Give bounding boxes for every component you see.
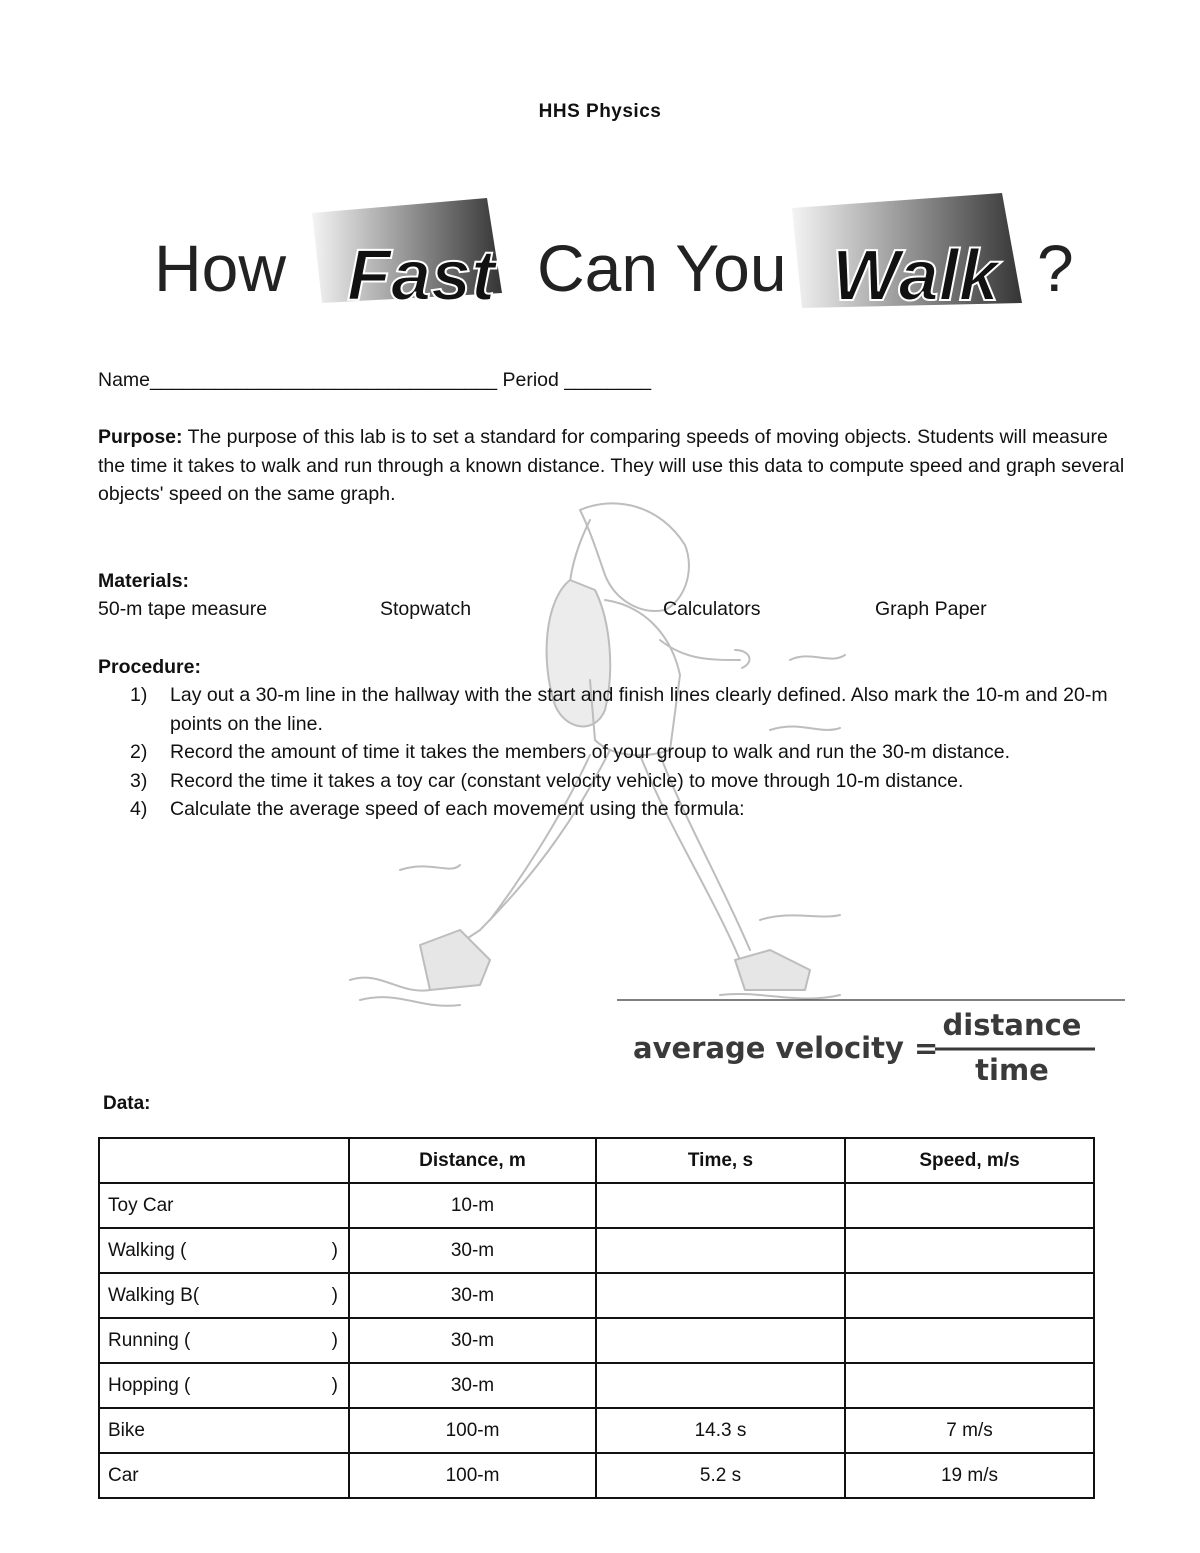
time-cell[interactable] <box>596 1183 845 1228</box>
distance-cell: 100-m <box>349 1453 596 1498</box>
speed-cell[interactable] <box>845 1273 1094 1318</box>
data-table <box>98 1137 1095 1499</box>
material-item: Graph Paper <box>875 598 987 620</box>
procedure-step <box>130 681 1130 738</box>
name-label: Name <box>98 369 151 391</box>
row-label <box>99 1408 349 1453</box>
title-banner <box>142 188 1092 323</box>
distance-cell: 30-m <box>349 1363 596 1408</box>
row-label-close: ) <box>331 1284 338 1306</box>
banner-word-can-you: Can You <box>537 231 787 305</box>
row-label <box>99 1363 349 1408</box>
procedure-step <box>130 738 1130 767</box>
material-item: Stopwatch <box>380 598 472 620</box>
row-label-text: Hopping ( <box>108 1374 191 1396</box>
procedure-heading: Procedure: <box>98 656 201 678</box>
material-item: 50-m tape measure <box>98 598 268 620</box>
period-label: Period <box>502 369 559 391</box>
procedure-list <box>130 681 1130 824</box>
row-label-close: ) <box>331 1329 338 1351</box>
distance-cell: 30-m <box>349 1318 596 1363</box>
column-header: Time, s <box>596 1138 845 1183</box>
purpose-paragraph <box>98 423 1128 509</box>
row-label-text: Walking B( <box>108 1284 200 1306</box>
step-number: 1) <box>130 684 148 706</box>
average-velocity-formula <box>615 998 1127 1093</box>
row-label-text: Toy Car <box>108 1194 174 1216</box>
materials-heading: Materials: <box>98 570 190 592</box>
material-item: Calculators <box>663 598 761 620</box>
step-number: 4) <box>130 798 148 820</box>
row-label-text: Car <box>108 1464 139 1486</box>
data-heading: Data: <box>103 1093 151 1114</box>
table-row <box>99 1408 1094 1453</box>
time-cell[interactable] <box>596 1273 845 1318</box>
speed-cell[interactable] <box>845 1183 1094 1228</box>
step-text: Record the time it takes a toy car (constant velocity vehicle) to move through 10-m distance. <box>170 769 964 792</box>
speed-cell[interactable] <box>845 1318 1094 1363</box>
row-label-text: Walking ( <box>108 1239 187 1261</box>
table-row <box>99 1183 1094 1228</box>
period-field[interactable]: ________ <box>564 369 652 391</box>
distance-cell: 30-m <box>349 1273 596 1318</box>
table-row <box>99 1228 1094 1273</box>
name-field[interactable]: ________________________________ <box>150 369 498 391</box>
table-row <box>99 1318 1094 1363</box>
speed-cell: 19 m/s <box>845 1453 1094 1498</box>
page-header-title: HHS Physics <box>538 101 662 122</box>
table-row <box>99 1363 1094 1408</box>
distance-cell: 100-m <box>349 1408 596 1453</box>
step-text: Record the amount of time it takes the members of your group to walk and run the 30-m distance. <box>170 741 1011 763</box>
procedure-step <box>130 767 1130 796</box>
purpose-text: The purpose of this lab is to set a standard for comparing speeds of moving objects. Students will measure the time it takes to walk and run through a known distance. They will use this data to compute speed and graph several objects' speed on the same graph. <box>98 426 1125 505</box>
time-cell[interactable] <box>596 1318 845 1363</box>
formula-lhs: average velocity = <box>633 1031 939 1065</box>
table-row <box>99 1453 1094 1498</box>
time-cell[interactable] <box>596 1228 845 1273</box>
speed-cell[interactable] <box>845 1363 1094 1408</box>
row-label <box>99 1273 349 1318</box>
step-text: Calculate the average speed of each movement using the formula: <box>170 798 745 820</box>
banner-question-mark: ? <box>1037 231 1074 305</box>
time-cell: 5.2 s <box>596 1453 845 1498</box>
name-period-line <box>98 366 651 395</box>
row-label <box>99 1183 349 1228</box>
step-number: 2) <box>130 741 148 763</box>
banner-word-walk: Walk <box>832 236 999 316</box>
column-header: Distance, m <box>349 1138 596 1183</box>
distance-cell: 10-m <box>349 1183 596 1228</box>
distance-cell: 30-m <box>349 1228 596 1273</box>
procedure-step <box>130 795 1130 824</box>
table-row <box>99 1273 1094 1318</box>
table-header-row <box>99 1138 1094 1183</box>
speed-cell[interactable] <box>845 1228 1094 1273</box>
time-cell[interactable] <box>596 1363 845 1408</box>
row-label-text: Running ( <box>108 1329 191 1351</box>
step-number: 3) <box>130 769 148 792</box>
purpose-label: Purpose: <box>98 426 183 448</box>
column-header: Speed, m/s <box>845 1138 1094 1183</box>
column-header <box>99 1138 349 1183</box>
row-label-close: ) <box>331 1374 338 1396</box>
row-label-close: ) <box>331 1239 338 1261</box>
formula-numerator: distance <box>942 1008 1082 1042</box>
row-label <box>99 1453 349 1498</box>
banner-word-how: How <box>154 231 287 305</box>
step-text: Lay out a 30-m line in the hallway with the start and finish lines clearly defined. Also mark the 10-m and 20-m points on the line. <box>170 684 1108 735</box>
banner-word-fast: Fast <box>347 236 496 316</box>
row-label <box>99 1318 349 1363</box>
formula-denominator: time <box>975 1053 1049 1087</box>
speed-cell: 7 m/s <box>845 1408 1094 1453</box>
row-label-text: Bike <box>108 1419 145 1441</box>
row-label <box>99 1228 349 1273</box>
time-cell: 14.3 s <box>596 1408 845 1453</box>
